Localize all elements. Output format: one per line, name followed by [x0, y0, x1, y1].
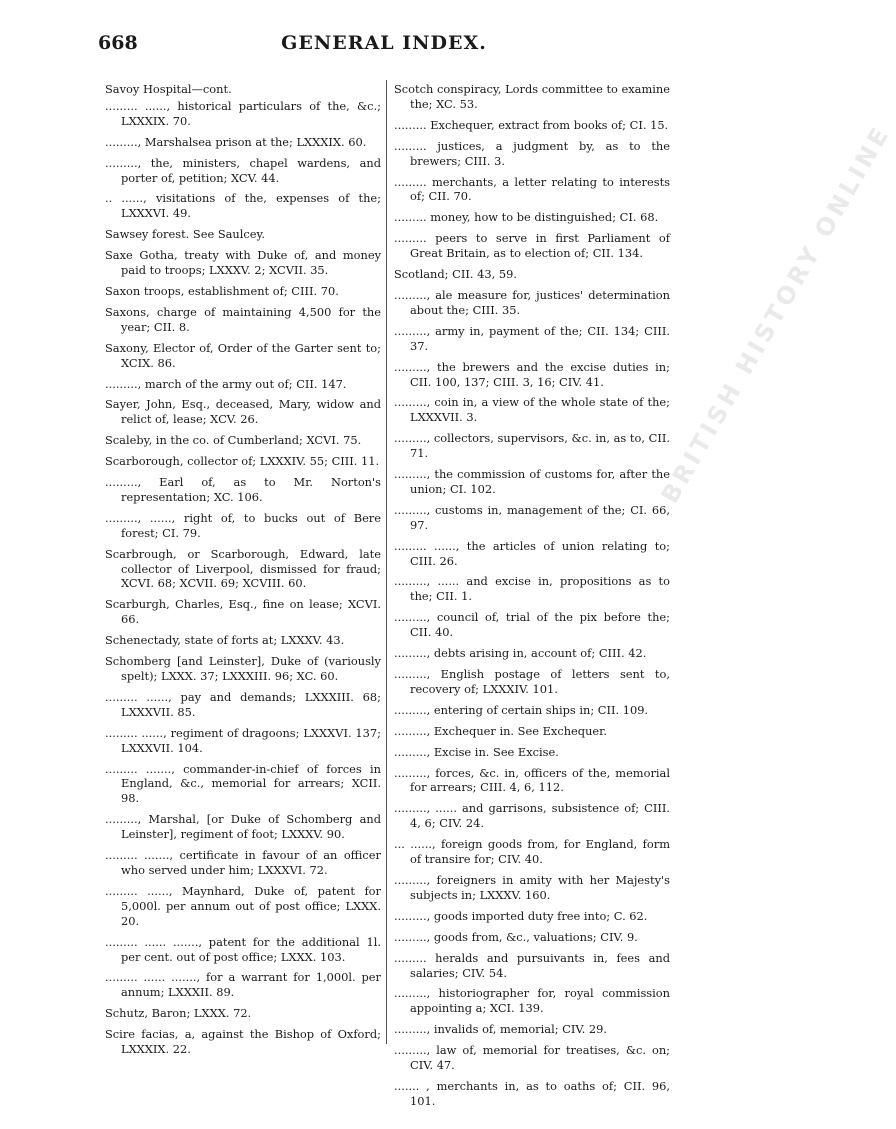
- index-entry: Scotch conspiracy, Lords committee to examine the; XC. 53.: [394, 82, 670, 111]
- watermark: BRITISH HISTORY ONLINE: [655, 119, 896, 509]
- index-entry: ........., council of, trial of the pix before the; CII. 40.: [394, 610, 670, 640]
- index-entry: ........., customs in, management of the; CI. 66, 97.: [394, 502, 670, 532]
- index-entry: Scarbrough, or Scarborough, Edward, late collector of Liverpool, dismissed for fraud; XCVI. 68; XCVII. 69; XCVIII. 60.: [105, 546, 381, 591]
- index-entry: ........., the, ministers, chapel wardens, and porter of, petition; XCV. 44.: [105, 155, 381, 185]
- index-entry: ......... peers to serve in first Parliament of Great Britain, as to election of; CII. 134.: [394, 231, 670, 261]
- index-entry: ........., march of the army out of; CII. 147.: [105, 376, 347, 391]
- index-entry: ......... ......, the articles of union relating to; CIII. 26.: [394, 538, 670, 568]
- index-entry: Saxony, Elector of, Order of the Garter sent to; XCIX. 86.: [105, 340, 381, 370]
- index-entry: Saxon troops, establishment of; CIII. 70.: [105, 283, 339, 298]
- index-entry: ........., entering of certain ships in; CII. 109.: [394, 702, 649, 717]
- index-entry: ........., Marshalsea prison at the; LXXXIX. 60.: [105, 134, 367, 149]
- index-entry: Saxons, charge of maintaining 4,500 for the year; CII. 8.: [105, 304, 381, 334]
- right-index-column: [394, 82, 670, 1115]
- index-entry: ........., goods imported duty free into; C. 62.: [394, 908, 648, 923]
- running-title: GENERAL INDEX.: [281, 32, 487, 54]
- index-entry: ........., Excise in. See Excise.: [394, 744, 559, 759]
- index-entry: ......... ......, regiment of dragoons; LXXXVI. 137; LXXXVII. 104.: [105, 725, 381, 755]
- index-entry: ......... ......., certificate in favour of an officer who served under him; LXXXVI. 72.: [105, 848, 381, 877]
- index-entry: ........., historiographer for, royal commission appointing a; XCI. 139.: [394, 986, 670, 1016]
- index-entry: ........., foreigners in amity with her Majesty's subjects in; LXXXV. 160.: [394, 872, 670, 902]
- index-entry: ........., ......, right of, to bucks out of Bere forest; CI. 79.: [105, 510, 381, 540]
- index-entry: ........., debts arising in, account of; CIII. 42.: [394, 646, 647, 661]
- index-entry: ......... ......, pay and demands; LXXXIII. 68; LXXXVII. 85.: [105, 689, 381, 719]
- page-header: [0, 32, 768, 62]
- index-entry: Sayer, John, Esq., deceased, Mary, widow and relict of, lease; XCV. 26.: [105, 397, 381, 427]
- index-entry: ........., army in, payment of the; CII. 134; CIII. 37.: [394, 323, 670, 353]
- index-entry: ........., Exchequer in. See Exchequer.: [394, 723, 607, 738]
- index-entry: Scire facias, a, against the Bishop of Oxford; LXXXIX. 22.: [105, 1027, 381, 1057]
- index-entry: ........., forces, &c. in, officers of the, memorial for arrears; CIII. 4, 6, 112.: [394, 765, 670, 795]
- index-entry: ........., invalids of, memorial; CIV. 29.: [394, 1022, 607, 1037]
- index-entry: Sawsey forest. See Saulcey.: [105, 227, 266, 242]
- index-entry: ........., the commission of customs for, after the union; CI. 102.: [394, 467, 670, 496]
- index-entry: ... ......, foreign goods from, for England, form of transire for; CIV. 40.: [394, 837, 670, 867]
- index-entry: ....... , merchants in, as to oaths of; CII. 96, 101.: [394, 1078, 670, 1108]
- index-entry: Savoy Hospital—cont.: [105, 82, 232, 96]
- index-entry: ......... ......., commander-in-chief of forces in England, &c., memorial for arrears; XCII. 98.: [105, 761, 381, 806]
- index-entry: ......... Exchequer, extract from books of; CI. 15.: [394, 117, 669, 132]
- index-entry: ......... justices, a judgment by, as to the brewers; CIII. 3.: [394, 138, 670, 168]
- index-entry: ........., ...... and excise in, propositions as to the; CII. 1.: [394, 574, 670, 604]
- column-divider: [386, 80, 387, 1044]
- index-entry: Schomberg [and Leinster], Duke of (variously spelt); LXXX. 37; LXXXIII. 96; XC. 60.: [105, 654, 381, 683]
- index-entry: ........., goods from, &c., valuations; CIV. 9.: [394, 929, 638, 944]
- index-entry: Schutz, Baron; LXXX. 72.: [105, 1006, 252, 1021]
- index-entry: ........., collectors, supervisors, &c. in, as to, CII. 71.: [394, 431, 670, 461]
- index-entry: ........., the brewers and the excise duties in; CII. 100, 137; CIII. 3, 16; CIV. 41.: [394, 359, 670, 389]
- index-entry: ......... heralds and pursuivants in, fees and salaries; CIV. 54.: [394, 950, 670, 980]
- index-entry: .. ......, visitations of the, expenses of the; LXXXVI. 49.: [105, 191, 381, 221]
- index-entry: ........., Earl of, as to Mr. Norton's representation; XC. 106.: [105, 475, 381, 504]
- index-entry: ........., Marshal, [or Duke of Schomberg and Leinster], regiment of foot; LXXXV. 90.: [105, 812, 381, 842]
- index-entry: ........., coin in, a view of the whole state of the; LXXXVII. 3.: [394, 395, 670, 425]
- index-entry: Saxe Gotha, treaty with Duke of, and money paid to troops; LXXXV. 2; XCVII. 35.: [105, 248, 381, 278]
- index-entry: Schenectady, state of forts at; LXXXV. 43.: [105, 633, 345, 648]
- index-entry: ......... merchants, a letter relating to interests of; CII. 70.: [394, 174, 670, 204]
- page-number: 668: [98, 32, 138, 54]
- index-entry: Scaleby, in the co. of Cumberland; XCVI. 75.: [105, 433, 362, 448]
- left-index-column: [105, 82, 381, 1063]
- index-entry: ........., ...... and garrisons, subsistence of; CIII. 4, 6; CIV. 24.: [394, 801, 670, 831]
- index-entry: ......... ...... ......., for a warrant for 1,000l. per annum; LXXXII. 89.: [105, 970, 381, 1000]
- index-entry: ........., English postage of letters sent to, recovery of; LXXXIV. 101.: [394, 667, 670, 696]
- index-entry: ........., law of, memorial for treatises, &c. on; CIV. 47.: [394, 1043, 670, 1073]
- index-entry: ......... ...... ......., patent for the additional 1l. per cent. out of post office; LXXX. 103.: [105, 934, 381, 964]
- index-entry: Scarborough, collector of; LXXXIV. 55; CIII. 11.: [105, 454, 380, 469]
- index-entry: Scarburgh, Charles, Esq., fine on lease; XCVI. 66.: [105, 597, 381, 627]
- index-entry: Scotland; CII. 43, 59.: [394, 267, 517, 282]
- index-entry: ......... ......, Maynhard, Duke of, patent for 5,000l. per annum out of post office; LXXX. 20.: [105, 883, 381, 928]
- index-entry: ........., ale measure for, justices' determination about the; CIII. 35.: [394, 287, 670, 317]
- index-entry: ......... ......, historical particulars of the, &c.; LXXXIX. 70.: [105, 98, 381, 128]
- index-entry: ......... money, how to be distinguished; CI. 68.: [394, 210, 659, 225]
